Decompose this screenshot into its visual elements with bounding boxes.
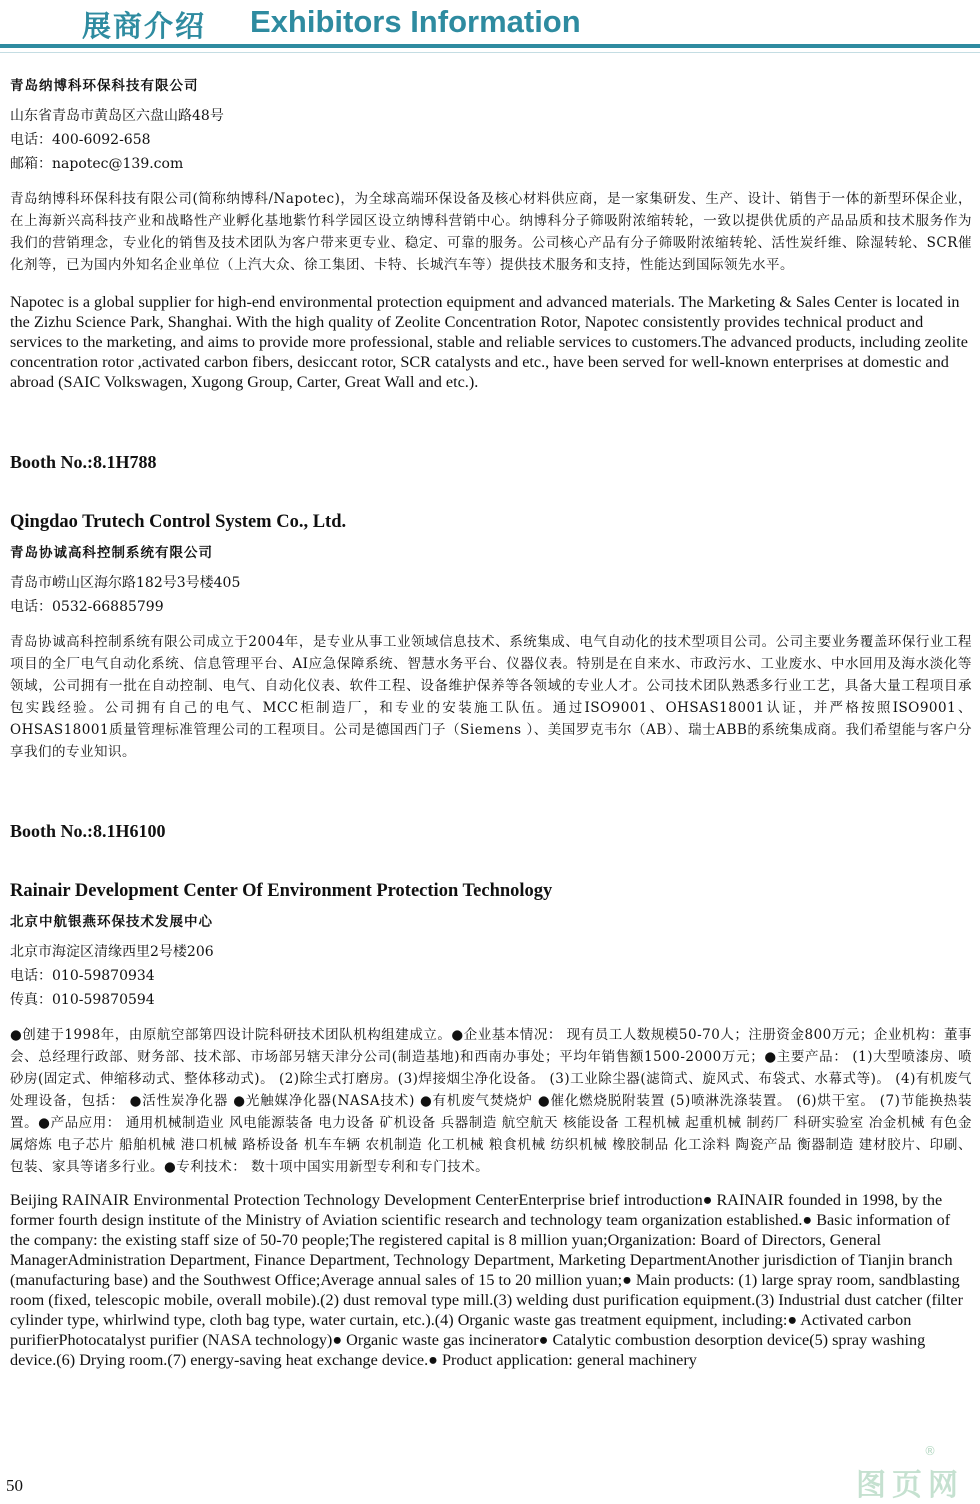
- company-description-cn: 青岛协诚高科控制系统有限公司成立于2004年，是专业从事工业领域信息技术、系统集成、电气自动化的技术型项目公司。公司主要业务覆盖环保行业工程项目的全厂电气自动化系统、信息管理平台、AI应急保障系统、智慧水务平台、仪器仪表。特别是在自来水、市政污水、工业废水、中水回用及海水淡化等领域，公司拥有一批在自动控制、电气、自动化仪表、软件工程、设备维护保养等各领域的专业人才。公司技术团队熟悉多行业工艺，具备大量工程项目承包实践经验。公司拥有自己的电气、MCC柜制造厂，和专业的安装施工队伍。通过ISO9001、OHSAS18001认证，并严格按照ISO9001、OHSAS18001质量管理标准管理公司的工程项目。公司是德国西门子（Siemens ）、美国罗克韦尔（AB）、瑞士ABB的系统集成商。我们希望能与客户分享我们的专业知识。: [10, 634, 972, 760]
- company-description-cn: ●创建于1998年，由原航空部第四设计院科研技术团队机构组建成立。●企业基本情况： 现有员工人数规模50-70人；注册资金800万元；企业机构：董事会、总经理行政部、财务部、技术部、市场部另辖天津分公司(制造基地)和西南办事处；平均年销售额1500-2000万元；●主要产品： (1)大型喷漆房、喷砂房(固定式、伸缩移动式、整体移动式)。 (2)除尘式打磨房。(3)焊接烟尘净化设备。 (3)工业除尘器(滤筒式、旋风式、布袋式、水幕式等)。 (4)有机废气处理设备，包括： ●活性炭净化器 ●光触媒净化器(NASA技术) ●有机废气焚烧炉 ●催化燃烧脱附装置 (5)喷淋洗涤装置。 (6)烘干室。 (7)节能换热装置。●产品应用： 通用机械制造业 风电能源装备 电力设备 矿机设备 兵器制造 航空航天 核能设备 工程机械 起重机械 制药厂 科研实验室 冶金机械 有色金属熔炼 电子芯片 船舶机械 港口机械 路桥设备 机车车辆 农机制造 化工机械 粮食机械 纺织机械 橡胶制品 化工涂料 陶瓷产品 衡器制造 建材胶片、印刷、包装、家具等诸多行业。●专利技术： 数十项中国实用新型专利和专门技术。: [10, 1027, 972, 1175]
- company-email: 邮箱：napotec@139.com: [10, 156, 184, 172]
- booth-number: Booth No.:8.1H788: [10, 452, 157, 472]
- company-address: 青岛市崂山区海尔路182号3号楼405: [10, 575, 241, 591]
- watermark-registered-mark: ®: [924, 1444, 936, 1458]
- company-name-en: Rainair Development Center Of Environment Protection Technology: [10, 881, 553, 901]
- company-address: 北京市海淀区清缘西里2号楼206: [10, 944, 214, 960]
- company-description-cn: 青岛纳博科环保科技有限公司(简称纳博科/Napotec)，为全球高端环保设备及核心材料供应商，是一家集研发、生产、设计、销售于一体的新型环保企业，在上海新兴高科技产业和战略性产业孵化基地紫竹科学园区设立纳博科营销中心。纳博科分子筛吸附浓缩转轮，一致以提供优质的产品品质和技术服务作为我们的营销理念，专业化的销售及技术团队为客户带来更专业、稳定、可靠的服务。公司核心产品有分子筛吸附浓缩转轮、活性炭纤维、除湿转轮、SCR催化剂等，已为国内外知名企业单位（上汽大众、徐工集团、卡特、长城汽车等）提供技术服务和支持，性能达到国际领先水平。: [10, 191, 972, 273]
- company-name-cn: 青岛纳博科环保科技有限公司: [10, 78, 199, 94]
- company-description-en: Beijing RAINAIR Environmental Protection Technology Development CenterEnterprise brief introduction● RAINAIR founded in 1998, by the former fourth design institute of the Ministry of Aviation scientific research and technology team organization established.● Basic information of the company: the existing staff size of 50-70 people;The registered capital is 8 million yuan;Organization: Board of Directors, General ManagerAdministration Department, Finance Department, Technology Department, Marketing DepartmentAnother jurisdiction of Tianjin branch (manufacturing base) and the Southwest Office;Average annual sales of 15 to 20 million yuan;● Main products: (1) large spray room, sandblasting room (fixed, telescopic mobile, overall mobile).(2) dust removal type mill.(3) welding dust purification equipment.(3) Industrial dust catcher (filter cylinder type, whirlwind type, cloth bag type, water curtain, etc.).(4) Organic waste gas treatment equipment, including:● Activated carbon purifierPhotocatalyst purifier (NASA technology)● Organic waste gas incinerator● Catalytic combustion desorption device(5) spray washing device.(6) Drying room.(7) energy-saving heat exchange device.● Product application: general machinery: [10, 1191, 963, 1369]
- booth-number: Booth No.:8.1H6100: [10, 821, 166, 841]
- company-phone: 电话：0532-66885799: [10, 599, 164, 615]
- company-name-cn: 青岛协诚高科控制系统有限公司: [10, 545, 213, 561]
- company-phone: 电话：400-6092-658: [10, 132, 151, 148]
- exhibitor-napotec: [10, 74, 972, 392]
- header-rule: [0, 44, 980, 48]
- company-name-cn: 北京中航银燕环保技术发展中心: [10, 914, 213, 930]
- company-fax: 传真：010-59870594: [10, 992, 155, 1008]
- watermark-logo: 图页网: [856, 1468, 964, 1503]
- header-title-cn: 展商介绍: [82, 9, 207, 43]
- company-description-en: Napotec is a global supplier for high-end environmental protection equipment and advanced materials. The Marketing & Sales Center is located in the Zizhu Science Park, Shanghai. With the high quality of Zeolite Concentration Rotor, Napotec consistently provides technical product and services to the marketing, and aims to provide more professional, stable and reliable services to customers.The advanced products, including zeolite concentration rotor ,activated carbon fibers, desiccant rotor, SCR catalysts and etc., have been served for well-known enterprises at domestic and abroad (SAIC Volkswagen, Xugong Group, Carter, Great Wall and etc.).: [10, 293, 968, 391]
- exhibitor-trutech: [10, 452, 972, 763]
- page-number: 50: [6, 1476, 23, 1495]
- header-title-en: Exhibitors Information: [250, 4, 581, 39]
- company-address: 山东省青岛市黄岛区六盘山路48号: [10, 108, 224, 124]
- header-rule-thin: [0, 52, 980, 53]
- exhibitor-list: [10, 74, 972, 1370]
- exhibitor-rainair: [10, 821, 972, 1370]
- company-name-en: Qingdao Trutech Control System Co., Ltd.: [10, 512, 347, 532]
- company-phone: 电话：010-59870934: [10, 968, 155, 984]
- page-header: [0, 0, 980, 62]
